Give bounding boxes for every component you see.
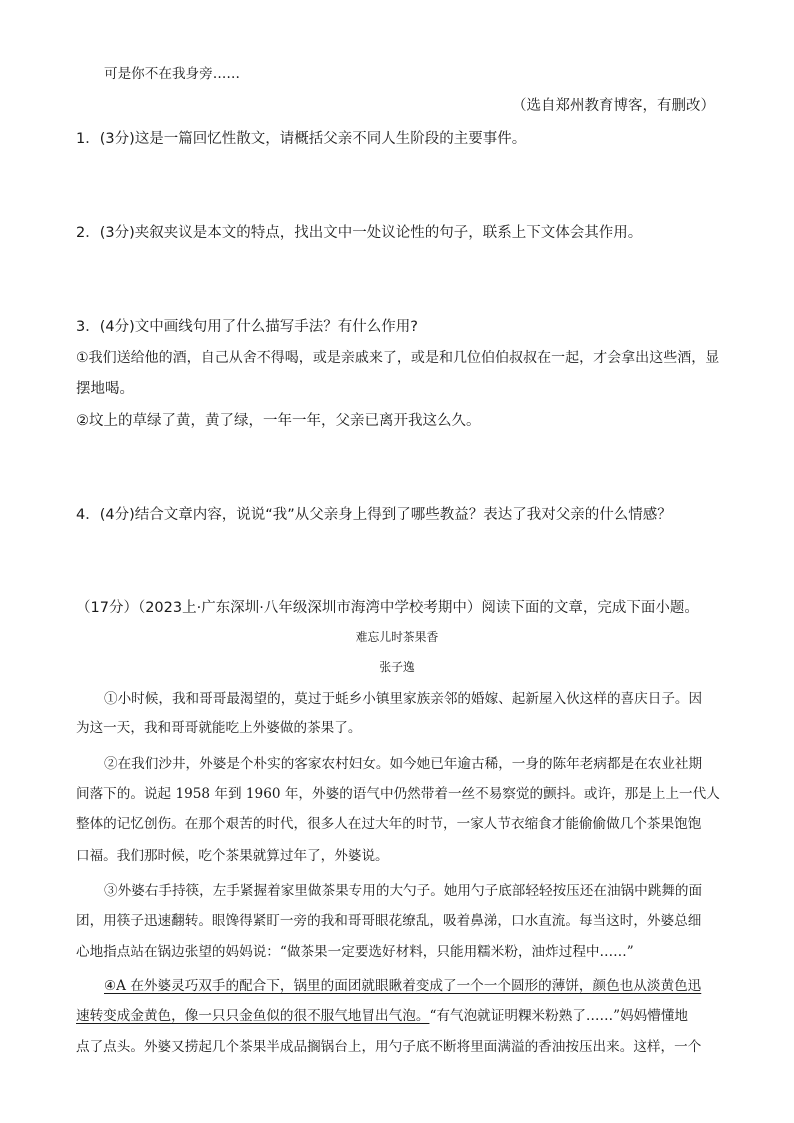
paragraph-2-line-4: 口福。我们那时候，吃个茶果就算过年了，外婆说。 [76, 848, 389, 864]
question-1: 1．(3分)这是一篇回忆性散文，请概括父亲不同人生阶段的主要事件。 [76, 131, 527, 147]
paragraph-2-line-2: 间落下的。说起 1958 年到 1960 年，外婆的语气中仍然带着一丝不易察觉的颤抖。或许，那是上上一代人 [76, 786, 720, 802]
paragraph-4-line-2-rest: “有气泡就证明粿米粉熟了……”妈妈懵懂地 [429, 1008, 689, 1024]
paragraph-1-line-2: 为这一天，我和哥哥就能吃上外婆做的茶果了。 [76, 720, 362, 736]
question-3-sentence-2: ②坟上的草绿了黄，黄了绿，一年一年，父亲已离开我这么久。 [76, 413, 481, 429]
article-author: 张子逸 [379, 660, 415, 674]
question-3-sentence-1-line-2: 摆地喝。 [76, 381, 134, 397]
paragraph-3-line-1: ③外婆右手持筷，左手紧握着家里做茶果专用的大勺子。她用勺子底部轻轻按压还在油锅中跳舞的面 [104, 883, 703, 899]
question-3-sentence-1-line-1: ①我们送给他的酒，自己从舍不得喝，或是亲戚来了，或是和几位伯伯叔叔在一起，才会拿出这些酒，显 [76, 350, 720, 366]
article-title: 难忘儿时茶果香 [355, 630, 439, 644]
paragraph-3-line-2: 团，用筷子迅速翻转。眼馋得紧盯一旁的我和哥哥眼花缭乱，吸着鼻涕，口水直流。每当这时，外婆总细 [76, 913, 702, 929]
paragraph-4-line-2 [76, 1006, 688, 1026]
question-2: 2．(3分)夹叙夹议是本文的特点，找出文中一处议论性的句子，联系上下文体会其作用。 [76, 225, 643, 241]
poem-line: 可是你不在我身旁…… [104, 66, 240, 82]
underlined-sentence-end: 速转变成金黄色，像一只只金鱼似的很不服气地冒出气泡。 [76, 1008, 430, 1024]
paragraph-4-line-1-underlined: ④A 在外婆灵巧双手的配合下，锅里的面团就眼瞅着变成了一个一个圆形的薄饼，颜色也从淡黄色迅 [104, 978, 702, 994]
paragraph-2-line-3: 整体的记忆创伤。在那个艰苦的时代，很多人在过大年的时节，一家人节衣缩食才能偷偷做几个茶果饱饱 [76, 816, 702, 832]
paragraph-3-line-3: 心地指点站在锅边张望的妈妈说：“做茶果一定要选好材料，只能用糯米粉，油炸过程中……” [76, 944, 634, 960]
paragraph-4-line-3: 点了点头。外婆又捞起几个茶果半成品搁锅台上，用勺子底不断将里面满溢的香油按压出来。这样，一个 [76, 1039, 702, 1055]
paragraph-2-line-1: ②在我们沙井，外婆是个朴实的客家农村妇女。如今她已年逾古稀，一身的陈年老病都是在农业社期 [104, 756, 703, 772]
question-4: 4．(4分)结合文章内容，说说“我”从父亲身上得到了哪些教益？表达了我对父亲的什么情感？ [76, 507, 672, 523]
source-note: （选自郑州教育博客，有删改） [512, 98, 715, 114]
question-3: 3．(4分)文中画线句用了什么描写手法？有什么作用? [76, 319, 418, 335]
reading-intro: （17分）（2023上·广东深圳·八年级深圳市海湾中学校考期中）阅读下面的文章，完成下面小题。 [76, 600, 699, 616]
paragraph-1-line-1: ①小时候，我和哥哥最渴望的，莫过于蚝乡小镇里家族亲邻的婚嫁、起新屋入伙这样的喜庆日子。因 [104, 691, 703, 707]
